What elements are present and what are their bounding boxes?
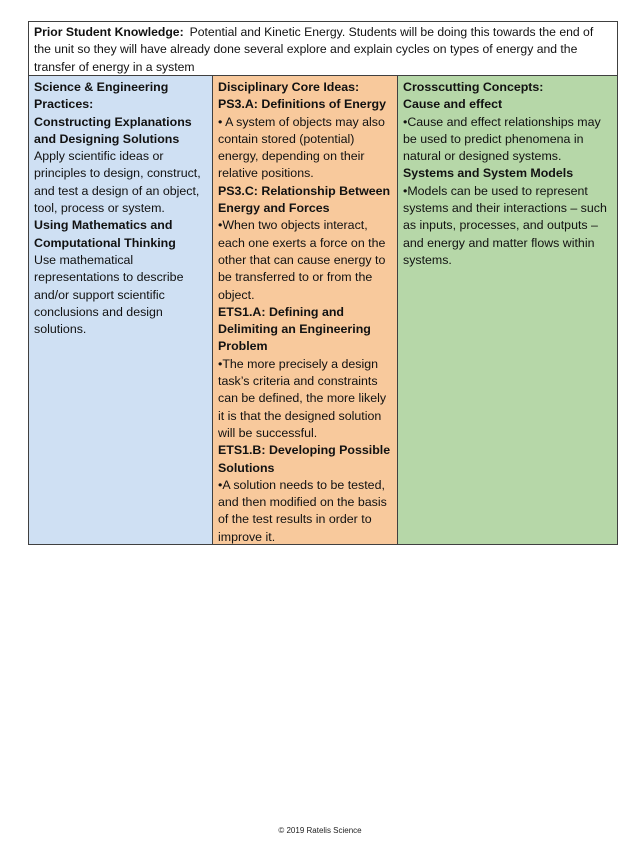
disciplinary-core-ideas-column xyxy=(213,76,398,544)
dci-heading: ETS1.B: Developing Possible Solutions xyxy=(218,443,391,475)
cc-text: •Models can be used to represent systems and their interactions – such as inputs, processes, and outputs – and energy and matter flows within systems. xyxy=(403,183,607,267)
cc-heading: Systems and System Models xyxy=(403,166,574,181)
prior-knowledge-label: Prior Student Knowledge: xyxy=(34,25,184,39)
science-engineering-practices-column xyxy=(29,76,213,544)
cc-text: •Cause and effect relationships may be used to predict phenomena in natural or designed systems. xyxy=(403,114,601,164)
dci-text: • A system of objects may also contain stored (potential) energy, depending on their relative positions. xyxy=(218,114,385,181)
copyright-footer: © 2019 Ratelis Science xyxy=(278,826,362,835)
standards-table xyxy=(28,21,618,545)
dci-heading: ETS1.A: Defining and Delimiting an Engineering Problem xyxy=(218,304,371,354)
sep-title: Science & Engineering Practices: xyxy=(34,80,169,112)
cc-heading: Cause and effect xyxy=(403,97,503,112)
dci-text: •A solution needs to be tested, and then modified on the basis of the test results in order to improve it. xyxy=(218,477,387,544)
sep-heading: Constructing Explanations and Designing Solutions xyxy=(34,114,192,146)
prior-knowledge-text: Potential and Kinetic Energy. Students will be doing this towards the end of the unit so they will have already done several explore and explain cycles on types of energy and the transfer of energy in a system xyxy=(34,25,594,74)
dci-text: •The more precisely a design task’s criteria and constraints can be defined, the more likely it is that the designed solution will be successful. xyxy=(218,356,387,440)
sep-heading: Using Mathematics and Computational Thinking xyxy=(34,218,176,250)
sep-text: Apply scientific ideas or principles to design, construct, and test a design of an object, tool, process or system. xyxy=(34,149,201,216)
cc-title: Crosscutting Concepts: xyxy=(403,80,544,94)
dci-heading: PS3.A: Definitions of Energy xyxy=(218,97,386,112)
prior-knowledge-row xyxy=(29,22,617,76)
dci-title: Disciplinary Core Ideas: xyxy=(218,80,360,94)
sep-text: Use mathematical representations to describe and/or support scientific conclusions and design solutions. xyxy=(34,252,184,337)
dci-text: •When two objects interact, each one exerts a force on the other that can cause energy to be transferred to or from the object. xyxy=(218,218,386,302)
dci-heading: PS3.C: Relationship Between Energy and Forces xyxy=(218,183,391,216)
standards-columns xyxy=(29,76,617,544)
crosscutting-concepts-column xyxy=(398,76,617,544)
